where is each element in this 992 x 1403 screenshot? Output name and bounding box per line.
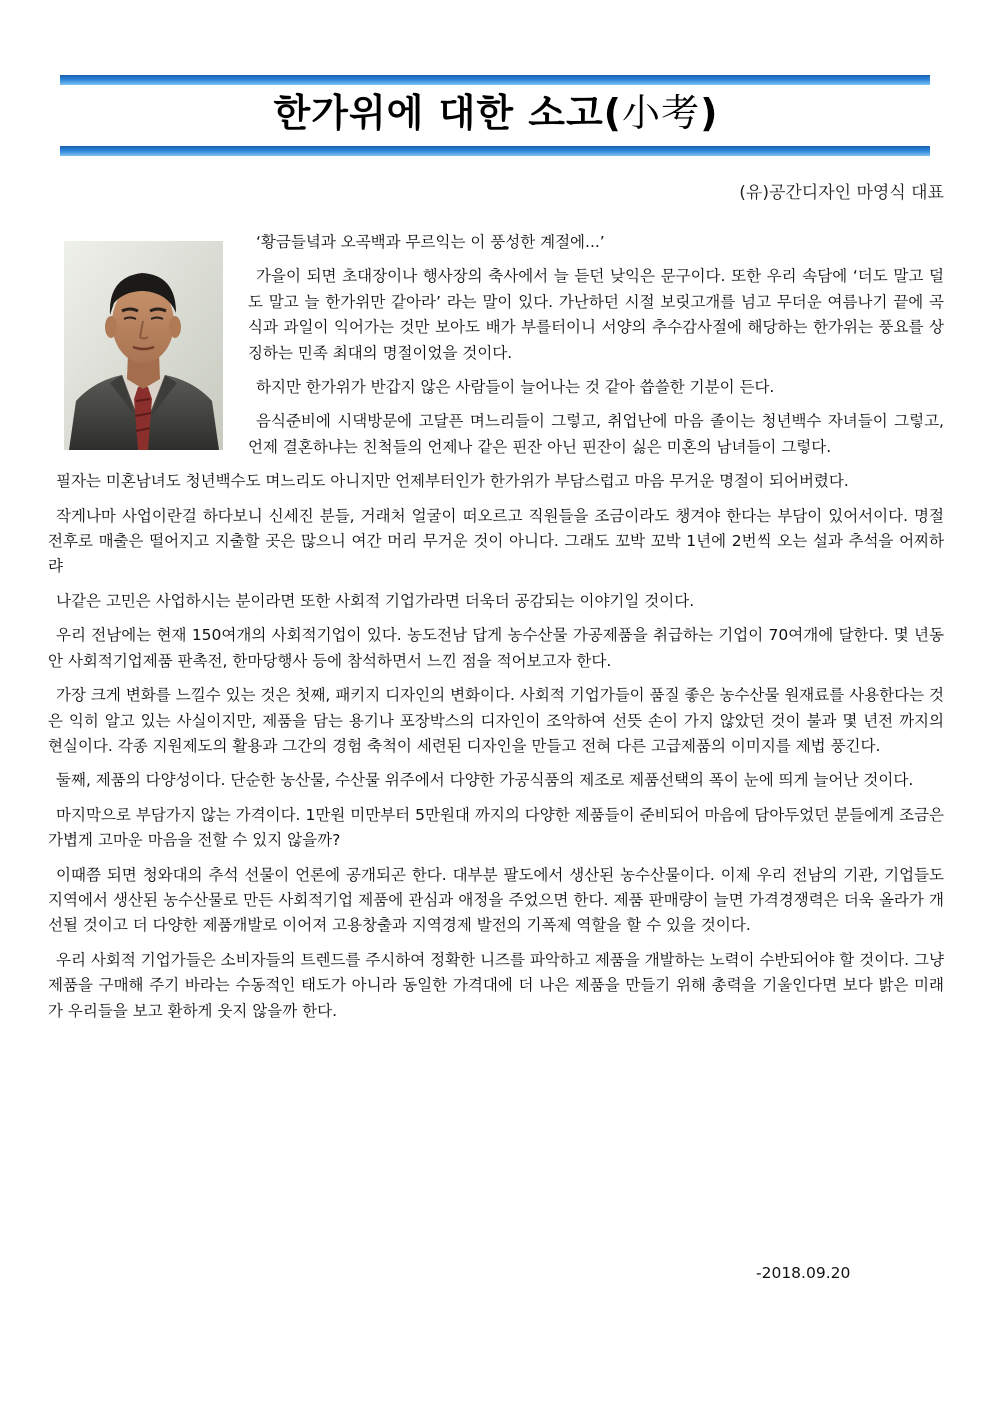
title-hanja: 小考 (622, 91, 701, 135)
title-bottom-bar (60, 146, 930, 156)
paragraph: 음식준비에 시댁방문에 고달픈 며느리들이 그렇고, 취업난에 마음 졸이는 청년백수 자녀들이 그렇고, 언제 결혼하냐는 친척들의 언제나 같은 핀잔 아닌 핀잔이 싫은 미혼의 남녀들이 그렇다. (248, 412, 944, 456)
paragraph: 마지막으로 부담가지 않는 가격이다. 1만원 미만부터 5만원대 까지의 다양한 제품들이 준비되어 마음에 담아두었던 분들에게 조금은 가볍게 고마운 마음을 전할 수 있지 않을까? (48, 805, 944, 850)
photo-spacer (48, 230, 248, 455)
article-body (48, 230, 944, 1033)
paragraph: 가장 크게 변화를 느낄수 있는 것은 첫째, 패키지 디자인의 변화이다. 사회적 기업가들이 품질 좋은 농수산물 원재료를 사용한다는 것은 익히 알고 있는 사실이지만, 제품을 담는 용기나 포장박스의 디자인이 조악하여 선뜻 손이 가지 않았던 것이 불과 몇 년전 까지의 현실이다. 각종 지원제도의 활용과 그간의 경험 축척이 세련된 디자인을 만들고 전혀 다른 고급제품의 이미지를 제법 풍긴다. (48, 686, 944, 755)
author-byline: (유)공간디자인 마영식 대표 (739, 183, 944, 203)
title-open-paren: ( (603, 91, 623, 135)
paragraph: 나같은 고민은 사업하시는 분이라면 또한 사회적 기업가라면 더욱더 공감되는 이야기일 것이다. (56, 591, 695, 610)
title-close-paren: ) (700, 91, 719, 135)
paragraph: 필자는 미혼남녀도 청년백수도 며느리도 아니지만 언제부터인가 한가위가 부담스럽고 마음 무거운 명절이 되어버렸다. (56, 472, 849, 491)
paragraph: 하지만 한가위가 반갑지 않은 사람들이 늘어나는 것 같아 씁쓸한 기분이 든다. (256, 378, 775, 397)
paragraph: 우리 전남에는 현재 150여개의 사회적기업이 있다. 농도전남 답게 농수산물 가공제품을 취급하는 기업이 70여개에 달한다. 몇 년동안 사회적기업제품 판촉전, 한마당행사 등에 참석하면서 느낀 점을 적어보고자 한다. (48, 626, 944, 670)
title-main: 한가위에 대한 소고 (273, 91, 604, 135)
paragraph: 둘째, 제품의 다양성이다. 단순한 농산물, 수산물 위주에서 다양한 가공식품의 제조로 제품선택의 폭이 눈에 띄게 늘어난 것이다. (56, 771, 914, 790)
paragraph: 우리 사회적 기업가들은 소비자들의 트렌드를 주시하여 정확한 니즈를 파악하고 제품을 개발하는 노력이 수반되어야 할 것이다. 그냥 제품을 구매해 주기 바라는 수동적인 태도가 아니라 동일한 가격대에 더 나은 제품을 만들기 위해 총력을 기울인다면 보다 밝은 미래가 우리들을 보고 환하게 웃지 않을까 한다. (48, 950, 944, 1020)
paragraph: 이때쯤 되면 청와대의 추석 선물이 언론에 공개되곤 한다. 대부분 팔도에서 생산된 농수산물이다. 이제 우리 전남의 기관, 기업들도 지역에서 생산된 농수산물로 만든 사회적기업 제품에 관심과 애정을 주었으면 한다. 제품 판매량이 늘면 가격경쟁력은 더욱 올라가 개선될 것이고 더 다양한 제품개발로 이어져 고용창출과 지역경제 발전의 기폭제 역할을 할 수 있을 것이다. (48, 865, 944, 935)
title-top-bar (60, 75, 930, 85)
page-title (0, 86, 992, 140)
paragraph: ‘황금들녘과 오곡백과 무르익는 이 풍성한 계절에...’ (256, 233, 605, 251)
article-date: -2018.09.20 (756, 1264, 851, 1282)
paragraph: 작게나마 사업이란걸 하다보니 신세진 분들, 거래처 얼굴이 떠오르고 직원들을 조금이라도 챙겨야 한다는 부담이 있어서이다. 명절 전후로 매출은 떨어지고 지출할 곳은 많으니 여간 머리 무거운 것이 아니다. 그래도 꼬박 꼬박 1년에 2번씩 오는 설과 추석을 어찌하랴 (48, 506, 944, 576)
paragraph: 가을이 되면 초대장이나 행사장의 축사에서 늘 듣던 낮익은 문구이다. 또한 우리 속담에 ‘더도 말고 덜도 말고 늘 한가위만 같아라’ 라는 말이 있다. 가난하던 시절 보릿고개를 넘고 무더운 여름나기 끝에 곡식과 과일이 익어가는 것만 보아도 배가 부를터이니 서양의 추수감사절에 해당하는 한가위는 풍요를 상징하는 민족 최대의 명절이었을 것이다. (248, 267, 944, 362)
